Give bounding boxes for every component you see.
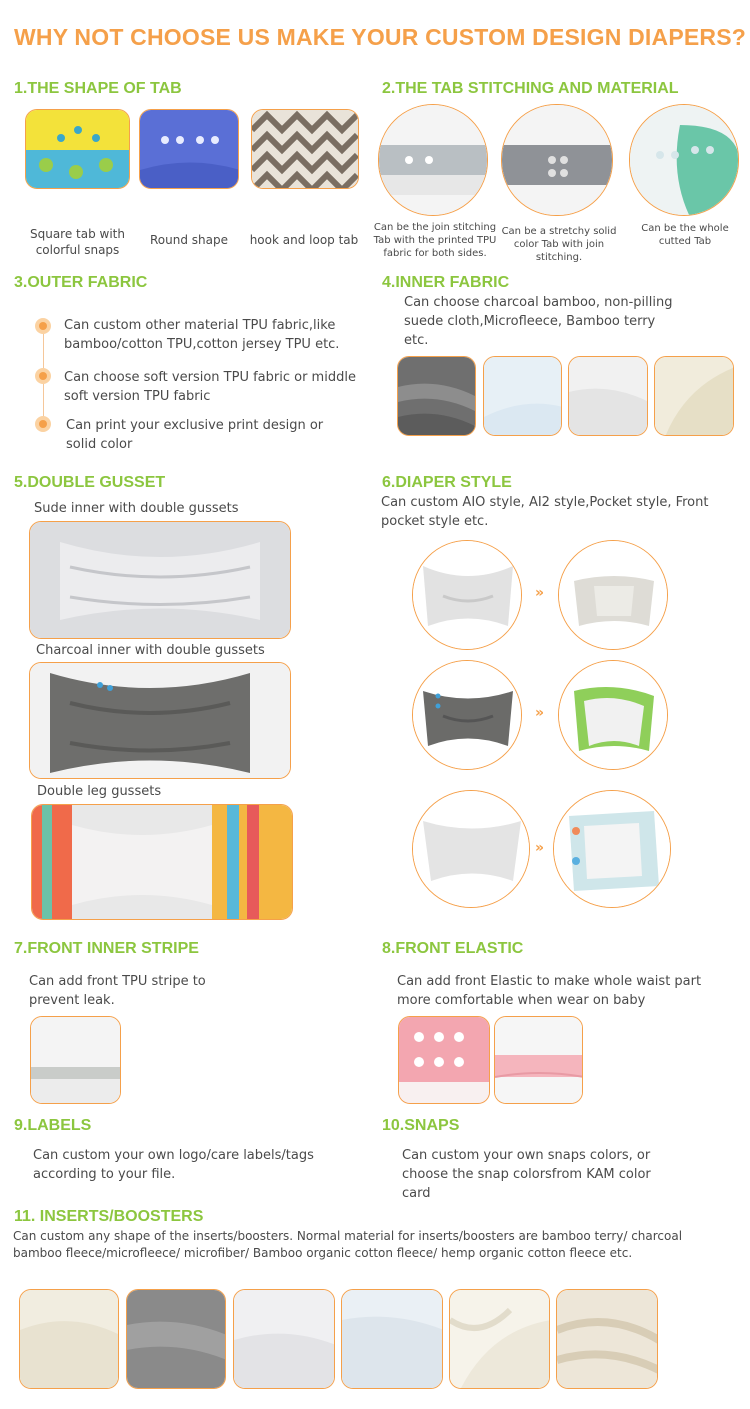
- stitching-tab-image: [378, 104, 488, 216]
- tab-caption-1: Square tab with colorful snaps: [29, 227, 125, 257]
- inserts-text: Can custom any shape of the inserts/boosters. Normal material for inserts/boosters are bamboo terry/ charcoal bamboo fleece/microfleece/ microfiber/ Bamboo organic cotton fleece/ hemp organic cotton fleece etc.: [13, 1229, 683, 1260]
- square-tab-image: [25, 109, 130, 189]
- outer-fabric-point-2: Can choose soft version TPU fabric or middle soft version TPU fabric: [64, 370, 356, 404]
- stitching-caption-3: Can be the whole cutted Tab: [641, 223, 729, 247]
- front-stripe-image: [30, 1016, 121, 1104]
- pink-snaps-image: [398, 1016, 490, 1104]
- pocket-diaper-image: [412, 790, 530, 908]
- section-title-inner-fabric: 4.INNER FABRIC: [382, 274, 510, 291]
- insert-swatch-hemp: [556, 1289, 658, 1389]
- front-elastic-text: Can add front Elastic to make whole waist part more comfortable when wear on baby: [397, 974, 702, 1008]
- stitching-caption-2: Can be a stretchy solid color Tab with join stitching.: [501, 226, 617, 263]
- charcoal-gusset-image: [29, 662, 291, 779]
- ai2-style-image: [558, 540, 668, 650]
- section-title-tab-shape: 1.THE SHAPE OF TAB: [14, 80, 182, 97]
- bullet-marker-1: [35, 318, 51, 334]
- leg-gusset-image: [31, 804, 293, 920]
- stretchy-tab-image: [501, 104, 613, 216]
- outer-fabric-point-3: Can print your exclusive print design or solid color: [66, 418, 324, 452]
- diaper-style-text: Can custom AIO style, AI2 style,Pocket style, Front pocket style etc.: [381, 495, 709, 529]
- section-title-double-gusset: 5.DOUBLE GUSSET: [14, 474, 166, 491]
- cutted-tab-image: [629, 104, 739, 216]
- bullet-marker-2: [35, 368, 51, 384]
- page-title: WHY NOT CHOOSE US MAKE YOUR CUSTOM DESIGN DIAPERS?: [14, 24, 747, 50]
- insert-swatch-organic-cotton: [449, 1289, 550, 1389]
- bamboo-terry-swatch: [654, 356, 734, 436]
- section-title-outer-fabric: 3.OUTER FABRIC: [14, 274, 148, 291]
- tab-caption-2: Round shape: [150, 233, 228, 247]
- chevron-right-icon: »: [535, 705, 545, 721]
- elastic-waist-image: [494, 1016, 583, 1104]
- microfleece-swatch: [568, 356, 648, 436]
- insert-swatch-bamboo-terry: [19, 1289, 119, 1389]
- gusset-label-1: Sude inner with double gussets: [34, 501, 239, 516]
- printed-pocket-diaper-image: [553, 790, 671, 908]
- section-title-tab-stitching: 2.THE TAB STITCHING AND MATERIAL: [382, 80, 679, 97]
- charcoal-bamboo-swatch: [397, 356, 476, 436]
- round-tab-image: [139, 109, 239, 189]
- section-title-snaps: 10.SNAPS: [382, 1117, 460, 1134]
- hook-loop-tab-image: [251, 109, 359, 189]
- gusset-label-2: Charcoal inner with double gussets: [36, 643, 265, 658]
- inner-fabric-text: Can choose charcoal bamboo, non-pilling suede cloth,Microfleece, Bamboo terry etc.: [404, 295, 673, 348]
- chevron-right-icon: »: [535, 585, 545, 601]
- pocket-style-image: [412, 660, 522, 770]
- chevron-right-icon: »: [535, 840, 545, 856]
- section-title-front-inner-stripe: 7.FRONT INNER STRIPE: [14, 940, 199, 957]
- gusset-label-3: Double leg gussets: [37, 784, 162, 799]
- front-pocket-style-image: [558, 660, 668, 770]
- tab-caption-3: hook and loop tab: [249, 233, 359, 247]
- snaps-text: Can custom your own snaps colors, or choose the snap colorsfrom KAM color card: [402, 1148, 651, 1201]
- insert-swatch-microfiber: [341, 1289, 443, 1389]
- insert-swatch-charcoal: [126, 1289, 226, 1389]
- section-title-front-elastic: 8.FRONT ELASTIC: [382, 940, 524, 957]
- aio-style-image: [412, 540, 522, 650]
- suede-gusset-image: [29, 521, 291, 639]
- section-title-labels: 9.LABELS: [14, 1117, 92, 1134]
- front-stripe-text: Can add front TPU stripe to prevent leak.: [29, 974, 206, 1008]
- section-title-diaper-style: 6.DIAPER STYLE: [382, 474, 512, 491]
- outer-fabric-point-1: Can custom other material TPU fabric,like bamboo/cotton TPU,cotton jersey TPU etc.: [64, 318, 340, 352]
- insert-swatch-microfleece: [233, 1289, 335, 1389]
- section-title-inserts: 11. INSERTS/BOOSTERS: [14, 1208, 204, 1225]
- labels-text: Can custom your own logo/care labels/tags according to your file.: [33, 1148, 314, 1182]
- bullet-marker-3: [35, 416, 51, 432]
- suede-swatch: [483, 356, 562, 436]
- stitching-caption-1: Can be the join stitching Tab with the printed TPU fabric for both sides.: [373, 222, 497, 259]
